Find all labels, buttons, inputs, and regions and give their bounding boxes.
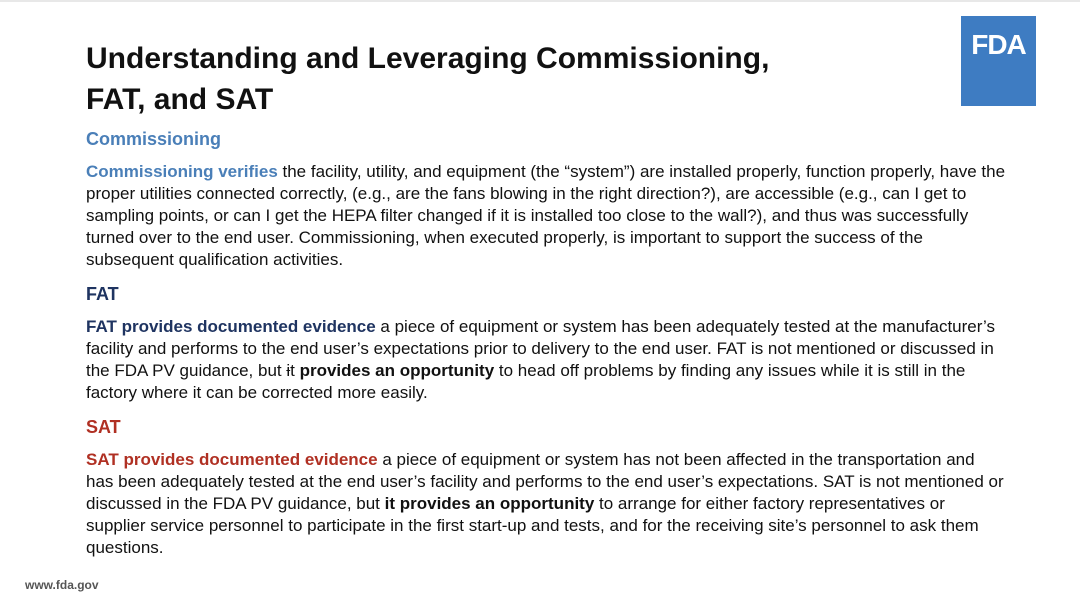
top-border: [0, 0, 1080, 2]
fat-heading: FAT: [86, 284, 119, 304]
fat-emphasis: provides an opportunity: [299, 361, 495, 380]
sat-emphasis: it provides an opportunity: [384, 494, 595, 513]
slide-content: [86, 127, 1006, 570]
sat-text-1: a piece of equipment or system has not been affected in the transportation and has been adequately tested at the end user’s facility and performs to the end user’s expectations. SAT is not mentioned or discussed in the FDA PV guidance, but: [86, 450, 1004, 513]
sat-lead: SAT provides documented evidence: [86, 450, 378, 469]
fat-lead: FAT provides documented evidence: [86, 317, 376, 336]
fat-text-2: t: [290, 361, 300, 380]
fda-logo: [961, 16, 1036, 106]
slide-title-line2: FAT, and SAT: [86, 83, 274, 116]
commissioning-heading: Commissioning: [86, 129, 222, 149]
sat-text-2: to arrange for either factory representatives or supplier service personnel to participate in the first start-up and tests, and for the receiving site’s personnel to ask them questions.: [86, 494, 979, 557]
sat-paragraph: [86, 449, 1006, 559]
commissioning-paragraph: [86, 161, 1006, 271]
commissioning-lead: Commissioning verifies: [86, 162, 278, 181]
fat-strikethrough: i: [286, 361, 291, 380]
commissioning-text: the facility, utility, and equipment (the “system”) are installed properly, function properly, have the proper utilities connected correctly, (e.g., are the fans blowing in the right direction?), are accessible (e.g., can I get to sampling points, or can I get the HEPA filter changed if it is installed too close to the wall?), and thus was successfully turned over to the end user. Commissioning, when executed properly, is important to support the success of the subsequent qualification activities.: [86, 162, 1006, 269]
sat-heading: SAT: [86, 417, 121, 437]
fda-logo-text: FDA: [971, 29, 1026, 60]
fat-paragraph: [86, 316, 1006, 404]
slide-title-line1: Understanding and Leveraging Commissioning,: [86, 42, 770, 75]
slide-title: [86, 38, 846, 120]
fat-text-1: a piece of equipment or system has been adequately tested at the manufacturer’s facility and performs to the end user’s expectations prior to delivery to the end user. FAT is not mentioned or discussed in the FDA PV guidance, but: [86, 317, 996, 380]
footer-url: www.fda.gov: [25, 578, 99, 592]
fat-text-3: to head off problems by finding any issues while it is still in the factory where it can be corrected more easily.: [86, 361, 966, 402]
